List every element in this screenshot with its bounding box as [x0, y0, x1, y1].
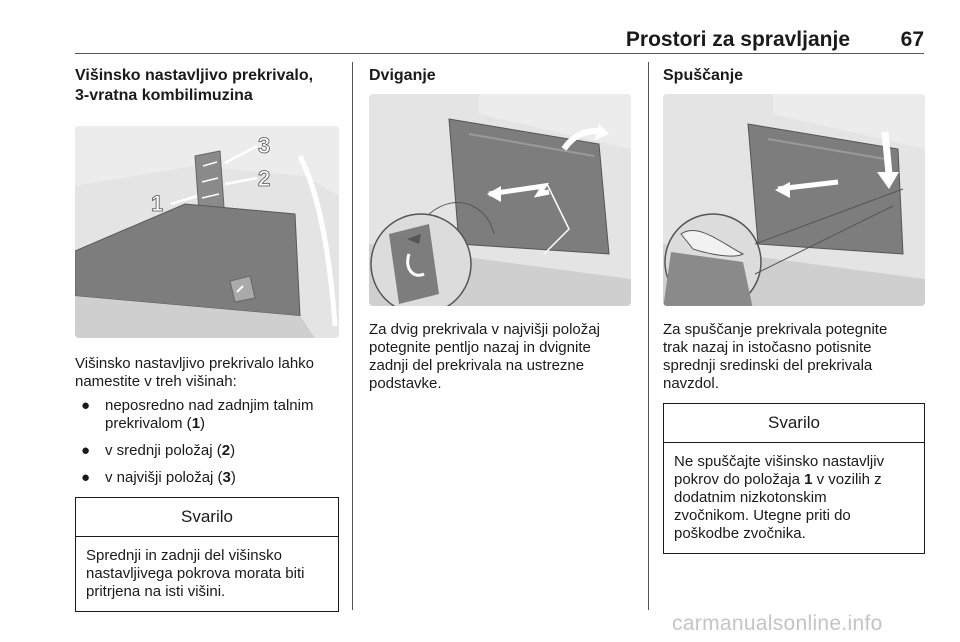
lowering-cover-illustration — [663, 94, 925, 306]
section-title — [75, 66, 339, 106]
column-height-adjustable-cover — [75, 66, 339, 612]
section-title: Dviganje — [369, 67, 436, 84]
intro-paragraph — [75, 355, 339, 391]
text-line: zadnji del prekrivala na ustrezne — [369, 357, 585, 374]
list-item — [75, 397, 339, 433]
callout-1: 1 — [151, 191, 164, 216]
page-number: 67 — [900, 28, 924, 51]
page-header-title: Prostori za spravljanje — [625, 28, 850, 51]
warning-text — [76, 537, 338, 611]
text-line: Za dvig prekrivala v najvišji položaj — [369, 321, 600, 338]
text-line: Za spuščanje prekrivala potegnite — [663, 321, 888, 338]
text-line: trak nazaj in istočasno potisnite — [663, 339, 872, 356]
watermark: carmanualsonline.info — [672, 612, 883, 635]
lowering-instructions — [663, 321, 925, 393]
column-divider-1 — [352, 62, 353, 610]
text-line: Sprednji in zadnji del višinsko — [86, 547, 282, 564]
cargo-cover-positions-illustration — [75, 126, 339, 338]
column-divider-2 — [648, 62, 649, 610]
warning-box — [75, 497, 339, 612]
warning-heading: Svarilo — [664, 404, 924, 443]
warning-heading: Svarilo — [76, 498, 338, 537]
bullet-icon: ● — [81, 397, 91, 414]
text-line: pritrjena na isti višini. — [86, 583, 226, 600]
text-line: dodatnim nizkotonskim — [674, 489, 827, 506]
list-item: ● v srednji položaj (2) — [81, 442, 236, 459]
warning-box — [663, 403, 925, 554]
text-line: navzdol. — [663, 375, 719, 392]
text-line: neposredno nad zadnjim talnim — [105, 397, 314, 414]
section-title-line: 3-vratna kombilimuzina — [75, 87, 253, 104]
list-item: ● v najvišji položaj (3) — [81, 469, 236, 486]
text-line: nastavljivega pokrova morata biti — [86, 565, 305, 582]
text-line: Višinsko nastavljivo prekrivalo lahko — [75, 355, 315, 372]
callout-3: 3 — [258, 133, 271, 158]
text-line: potegnite pentljo nazaj in dvignite — [369, 339, 591, 356]
raising-instructions — [369, 321, 631, 393]
warning-text — [664, 443, 924, 553]
bullet-icon: ● — [81, 469, 91, 486]
section-title-line: Višinsko nastavljivo prekrivalo, — [75, 67, 314, 84]
text-line: namestite v treh višinah: — [75, 373, 237, 390]
text-line: sprednji sredinski del prekrivala — [663, 357, 873, 374]
height-options-list — [75, 397, 339, 487]
text-line: podstavke. — [369, 375, 442, 392]
column-raising — [369, 66, 631, 393]
header-divider — [75, 53, 924, 54]
text-line: zvočnikom. Utegne priti do — [674, 507, 851, 524]
text-line: pokrov do položaja 1 v vozilih z — [674, 471, 882, 488]
text-line: Ne spuščajte višinsko nastavljiv — [674, 453, 885, 470]
column-lowering — [663, 66, 925, 554]
section-title: Spuščanje — [663, 67, 744, 84]
text-line: prekrivalom (1) — [105, 415, 206, 432]
callout-2: 2 — [258, 166, 271, 191]
bullet-icon: ● — [81, 442, 91, 459]
raising-cover-illustration — [369, 94, 631, 306]
text-line: poškodbe zvočnika. — [674, 525, 806, 542]
